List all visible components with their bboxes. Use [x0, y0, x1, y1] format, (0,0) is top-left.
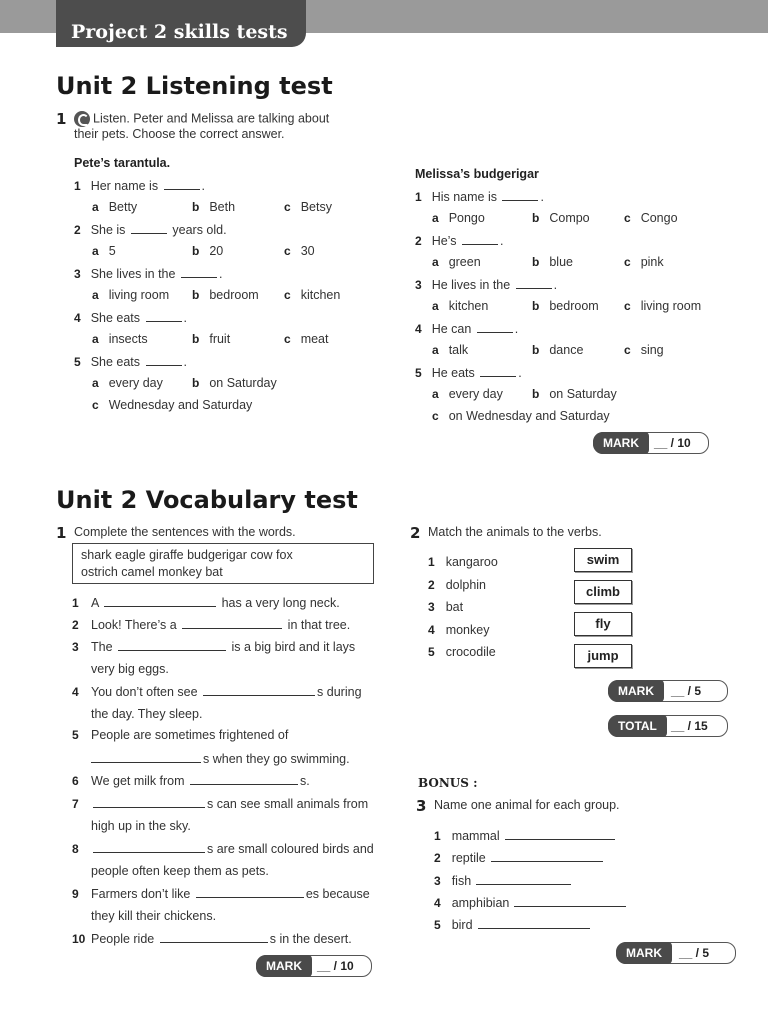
- option-text: 5: [108, 244, 116, 258]
- sentence-text: Look! There’s a: [91, 618, 181, 632]
- sentence-number: 4: [72, 685, 79, 699]
- option-text: dance: [549, 343, 584, 357]
- animal-number: 3: [428, 600, 435, 614]
- option-text: meat: [300, 332, 329, 346]
- option-letter: b: [532, 387, 540, 401]
- sentence-line: [72, 639, 355, 654]
- bonus-item: [434, 850, 605, 865]
- sentence-line-2: [91, 707, 202, 721]
- sentence-line: [72, 841, 374, 856]
- sentence-text-end: s are small coloured birds and: [207, 842, 374, 856]
- sentence-line: [72, 931, 352, 946]
- question-number: 2: [74, 223, 81, 237]
- pete-heading: Pete’s tarantula.: [74, 156, 171, 170]
- answer-blank[interactable]: [505, 828, 615, 840]
- animal-item[interactable]: [428, 578, 486, 592]
- option-text: Pongo: [448, 211, 485, 225]
- question-text-end: .: [518, 366, 522, 380]
- word-box-line1: shark eagle giraffe budgerigar cow fox: [81, 548, 293, 562]
- vocab-q2-mark-box: [608, 680, 728, 702]
- answer-option-b[interactable]: [192, 244, 223, 258]
- option-letter: c: [624, 211, 631, 225]
- answer-option-a[interactable]: [92, 288, 169, 302]
- animal-name: dolphin: [445, 577, 487, 592]
- option-text: Compo: [549, 211, 590, 225]
- answer-blank[interactable]: [491, 850, 603, 862]
- total-box: [608, 715, 728, 737]
- animal-item[interactable]: [428, 600, 463, 614]
- answer-blank[interactable]: [478, 917, 590, 929]
- mark-value: __ / 5: [671, 684, 702, 698]
- answer-option-c[interactable]: [624, 299, 701, 313]
- word-box-line2: ostrich camel monkey bat: [81, 565, 223, 579]
- answer-option-a[interactable]: [432, 387, 503, 401]
- verb-jump[interactable]: jump: [574, 644, 632, 668]
- sentence-number: 10: [72, 932, 86, 946]
- bonus-number: 5: [434, 918, 441, 933]
- sentence-line-2: [91, 662, 169, 676]
- animal-item[interactable]: [428, 555, 498, 569]
- answer-option-c[interactable]: [284, 244, 315, 258]
- sentence-line: [72, 617, 350, 632]
- answer-option-b[interactable]: [532, 387, 617, 401]
- question-text-end: .: [540, 190, 544, 204]
- question-number: 3: [74, 267, 81, 281]
- sentence-line-2: [91, 909, 216, 923]
- answer-option-a[interactable]: [92, 376, 163, 390]
- option-letter: a: [92, 244, 99, 258]
- vocabulary-title: Unit 2 Vocabulary test: [56, 486, 358, 514]
- option-letter: a: [432, 343, 439, 357]
- question-text-end: .: [499, 234, 504, 248]
- vocab-q1-instruction: Complete the sentences with the words.: [74, 525, 296, 539]
- answer-blank[interactable]: [93, 841, 205, 853]
- answer-blank[interactable]: [182, 617, 282, 629]
- bonus-group-name: amphibian: [451, 895, 510, 910]
- answer-option-b[interactable]: [532, 255, 573, 269]
- question-text-end: years old.: [168, 223, 227, 237]
- answer-option-a[interactable]: [432, 255, 481, 269]
- listening-mark-box: [593, 432, 709, 454]
- sentence-text: A: [91, 596, 103, 610]
- option-letter: a: [432, 387, 439, 401]
- answer-blank[interactable]: [104, 595, 216, 607]
- answer-option-a[interactable]: [92, 200, 137, 214]
- sentence-line: [72, 595, 340, 610]
- question-text-end: .: [514, 322, 519, 336]
- answer-option-c[interactable]: [432, 409, 610, 423]
- question-number: 4: [74, 311, 81, 325]
- sentence-text-cont: they kill their chickens.: [91, 909, 217, 923]
- sentence-text: You don’t often see: [91, 685, 202, 699]
- verb-fly[interactable]: fly: [574, 612, 632, 636]
- option-letter: c: [624, 343, 631, 357]
- sentence-text-end: s can see small animals from: [207, 797, 369, 811]
- animal-number: 4: [428, 622, 435, 637]
- animal-name: crocodile: [445, 645, 496, 659]
- question-number: 5: [415, 366, 422, 380]
- listening-q1-number: 1: [56, 110, 67, 128]
- option-letter: c: [284, 244, 291, 258]
- option-text: insects: [108, 332, 148, 346]
- option-text: fruit: [209, 332, 231, 346]
- vocab-q1-mark-box: [256, 955, 372, 977]
- animal-item[interactable]: [428, 645, 496, 659]
- mark-value: __ / 10: [654, 436, 691, 450]
- option-letter: b: [192, 288, 200, 302]
- answer-blank[interactable]: [196, 886, 304, 898]
- question-line: [415, 233, 503, 248]
- answer-blank[interactable]: [91, 751, 201, 763]
- option-letter: c: [624, 255, 631, 269]
- option-letter: a: [432, 299, 439, 313]
- option-letter: a: [432, 255, 439, 269]
- question-text: She eats: [90, 355, 144, 369]
- answer-option-c[interactable]: [284, 200, 332, 214]
- bonus-group-name: mammal: [451, 829, 500, 843]
- answer-blank[interactable]: [160, 931, 268, 943]
- vocab-q2-number: 2: [410, 524, 421, 542]
- sentence-number: 9: [72, 887, 79, 901]
- option-text: blue: [549, 255, 573, 269]
- answer-blank[interactable]: [146, 354, 182, 366]
- answer-option-c[interactable]: [624, 211, 678, 225]
- sentence-text: We get milk from: [91, 774, 189, 788]
- option-letter: c: [92, 398, 99, 412]
- answer-option-c[interactable]: [92, 398, 252, 412]
- question-number: 5: [74, 355, 81, 369]
- sentence-text-end: es because: [305, 887, 370, 901]
- option-letter: a: [92, 376, 99, 390]
- question-number: 1: [415, 190, 422, 204]
- option-text: Beth: [209, 200, 236, 214]
- question-text-end: .: [218, 267, 223, 281]
- sentence-line: [72, 728, 288, 742]
- bonus-item: [434, 828, 617, 843]
- bonus-group-name: fish: [451, 873, 472, 888]
- sentence-text-cont: people often keep them as pets.: [91, 864, 269, 878]
- question-text: His name is: [431, 190, 501, 204]
- animal-name: kangaroo: [445, 555, 498, 569]
- vocab-q1-number: 1: [56, 524, 67, 542]
- option-letter: c: [284, 332, 291, 346]
- total-value: __ / 15: [671, 719, 708, 733]
- listening-title: Unit 2 Listening test: [56, 72, 333, 100]
- question-text-end: .: [201, 179, 206, 193]
- answer-blank[interactable]: [477, 321, 513, 333]
- question-number: 2: [415, 234, 422, 248]
- option-text: Betsy: [300, 200, 332, 214]
- question-text: Her name is: [90, 179, 162, 193]
- answer-blank[interactable]: [164, 178, 200, 190]
- sentence-text: The: [91, 640, 117, 654]
- question-text: She is: [90, 223, 129, 237]
- option-text: on Saturday: [549, 387, 617, 401]
- question-number: 1: [74, 179, 81, 193]
- question-line: [415, 189, 544, 204]
- verb-swim[interactable]: swim: [574, 548, 632, 572]
- sentence-line: [72, 886, 370, 901]
- option-letter: b: [532, 255, 540, 269]
- bonus-item: [434, 917, 592, 932]
- sentence-text: People ride: [91, 932, 158, 946]
- option-text: bedroom: [209, 288, 259, 302]
- answer-option-b[interactable]: [192, 200, 235, 214]
- option-letter: b: [532, 343, 540, 357]
- animal-number: 2: [428, 577, 435, 592]
- answer-option-a[interactable]: [432, 343, 468, 357]
- option-letter: b: [192, 244, 200, 258]
- sentence-number: 7: [72, 797, 79, 811]
- answer-option-b[interactable]: [192, 288, 259, 302]
- bonus-item: [434, 895, 628, 910]
- answer-blank[interactable]: [118, 639, 226, 651]
- sentence-text-end: has a very long neck.: [218, 596, 340, 610]
- option-text: bedroom: [549, 299, 599, 313]
- question-line: [74, 266, 222, 281]
- animal-number: 5: [428, 645, 435, 659]
- sentence-line: [72, 773, 310, 788]
- option-text: kitchen: [300, 288, 341, 302]
- option-text: talk: [448, 343, 469, 357]
- question-text: She lives in the: [90, 267, 179, 281]
- sentence-text: People are sometimes frightened of: [91, 728, 289, 742]
- answer-blank[interactable]: [190, 773, 298, 785]
- mark-label: MARK: [608, 680, 664, 702]
- question-text: He eats: [431, 366, 479, 380]
- sentence-text-cont: the day. They sleep.: [91, 707, 203, 721]
- answer-blank[interactable]: [516, 277, 552, 289]
- answer-option-b[interactable]: [192, 332, 230, 346]
- sentence-text-end: in that tree.: [284, 618, 351, 632]
- answer-option-a[interactable]: [92, 332, 148, 346]
- sentence-text-end: s in the desert.: [269, 932, 352, 946]
- section-tab-title: Project 2 skills tests: [71, 21, 288, 43]
- answer-blank[interactable]: [203, 684, 315, 696]
- question-text: He can: [431, 322, 475, 336]
- bonus-mark-box: [616, 942, 736, 964]
- sentence-text-end: s during: [317, 685, 362, 699]
- animal-number: 1: [428, 555, 435, 569]
- sentence-number: 5: [72, 728, 79, 742]
- question-text: She eats: [90, 311, 144, 325]
- sentence-number: 3: [72, 640, 79, 654]
- sentence-number: 1: [72, 596, 79, 610]
- mark-label: MARK: [616, 942, 672, 964]
- sentence-line-2: [91, 751, 350, 766]
- answer-option-c[interactable]: [284, 332, 328, 346]
- animal-name: bat: [445, 600, 464, 614]
- bonus-item: [434, 873, 573, 888]
- answer-option-a[interactable]: [432, 299, 488, 313]
- answer-option-b[interactable]: [532, 211, 590, 225]
- bonus-number: 3: [434, 873, 441, 888]
- bonus-group-name: reptile: [451, 851, 486, 866]
- answer-option-b[interactable]: [532, 299, 599, 313]
- animal-name: monkey: [445, 622, 490, 637]
- headphones-icon: [74, 111, 90, 127]
- sentence-number: 8: [72, 842, 79, 856]
- listening-instruction-line2: their pets. Choose the correct answer.: [74, 127, 285, 141]
- option-letter: c: [624, 299, 631, 313]
- answer-blank[interactable]: [181, 266, 217, 278]
- answer-blank[interactable]: [131, 222, 167, 234]
- option-text: sing: [640, 343, 664, 357]
- bonus-number: 2: [434, 851, 441, 866]
- option-text: Wednesday and Saturday: [108, 398, 253, 412]
- sentence-text-cont: s when they go swimming.: [203, 752, 350, 766]
- section-tab: [56, 0, 306, 47]
- bonus-group-name: bird: [451, 918, 473, 933]
- sentence-line-2: [91, 864, 269, 878]
- question-text: He’s: [431, 234, 460, 248]
- listening-q1-instruction: [74, 111, 329, 127]
- question-line: [415, 277, 557, 292]
- option-letter: b: [532, 299, 540, 313]
- total-label: TOTAL: [608, 715, 667, 737]
- answer-option-a[interactable]: [92, 244, 116, 258]
- option-letter: a: [92, 332, 99, 346]
- listening-instruction-line1: Listen. Peter and Melissa are talking about: [93, 111, 330, 126]
- question-number: 4: [415, 322, 422, 336]
- vocab-q2-instruction: Match the animals to the verbs.: [428, 525, 602, 539]
- option-letter: a: [432, 211, 439, 225]
- sentence-text-end: s.: [300, 774, 310, 788]
- option-letter: b: [532, 211, 540, 225]
- option-letter: c: [284, 288, 291, 302]
- question-number: 3: [415, 278, 422, 292]
- question-text-end: .: [553, 278, 558, 292]
- option-letter: b: [192, 376, 200, 390]
- answer-blank[interactable]: [502, 189, 538, 201]
- bonus-number: 1: [434, 829, 441, 843]
- option-text: every day: [448, 387, 503, 401]
- animal-item[interactable]: [428, 623, 489, 637]
- option-text: kitchen: [448, 299, 489, 313]
- sentence-line: [72, 796, 368, 811]
- option-text: on Saturday: [209, 376, 277, 390]
- question-line: [74, 354, 187, 369]
- sentence-number: 6: [72, 774, 79, 788]
- option-letter: a: [92, 200, 99, 214]
- option-text: 30: [300, 244, 315, 258]
- option-text: Betty: [108, 200, 138, 214]
- mark-value: __ / 10: [317, 959, 354, 973]
- bonus-label: BONUS :: [418, 776, 478, 790]
- answer-blank[interactable]: [480, 365, 516, 377]
- answer-blank[interactable]: [514, 895, 626, 907]
- verb-climb[interactable]: climb: [574, 580, 632, 604]
- answer-option-c[interactable]: [624, 343, 664, 357]
- option-text: 20: [209, 244, 224, 258]
- question-line: [74, 310, 187, 325]
- answer-option-a[interactable]: [432, 211, 485, 225]
- answer-blank[interactable]: [476, 873, 571, 885]
- sentence-line: [72, 684, 362, 699]
- option-letter: b: [192, 200, 200, 214]
- question-line: [415, 365, 522, 380]
- mark-value: __ / 5: [679, 946, 710, 960]
- question-text: He lives in the: [431, 278, 514, 292]
- sentence-number: 2: [72, 618, 79, 632]
- answer-option-c[interactable]: [284, 288, 340, 302]
- question-text-end: .: [183, 355, 187, 369]
- answer-blank[interactable]: [462, 233, 498, 245]
- option-text: living room: [640, 299, 702, 313]
- option-letter: c: [432, 409, 439, 423]
- sentence-text: Farmers don’t like: [91, 887, 194, 901]
- answer-option-c[interactable]: [624, 255, 664, 269]
- mark-label: MARK: [256, 955, 312, 977]
- question-line: [415, 321, 518, 336]
- option-text: Congo: [640, 211, 678, 225]
- bonus-number: 4: [434, 895, 441, 910]
- melissa-heading: Melissa’s budgerigar: [415, 167, 539, 181]
- answer-option-b[interactable]: [532, 343, 583, 357]
- option-text: green: [448, 255, 481, 269]
- sentence-text-cont: very big eggs.: [91, 662, 169, 676]
- sentence-text-cont: high up in the sky.: [91, 819, 191, 833]
- question-line: [74, 222, 227, 237]
- option-text: living room: [108, 288, 170, 302]
- option-text: every day: [108, 376, 163, 390]
- answer-blank[interactable]: [93, 796, 205, 808]
- option-letter: b: [192, 332, 200, 346]
- sentence-line-2: [91, 819, 191, 833]
- sentence-text-end: is a big bird and it lays: [228, 640, 356, 654]
- question-text-end: .: [183, 311, 187, 325]
- option-letter: a: [92, 288, 99, 302]
- word-box: [72, 543, 374, 584]
- question-line: [74, 178, 205, 193]
- mark-label: MARK: [593, 432, 649, 454]
- option-text: pink: [640, 255, 664, 269]
- answer-blank[interactable]: [146, 310, 182, 322]
- bonus-number: 3: [416, 797, 427, 815]
- answer-option-b[interactable]: [192, 376, 277, 390]
- option-letter: c: [284, 200, 291, 214]
- option-text: on Wednesday and Saturday: [448, 409, 610, 423]
- bonus-instruction: Name one animal for each group.: [434, 798, 620, 812]
